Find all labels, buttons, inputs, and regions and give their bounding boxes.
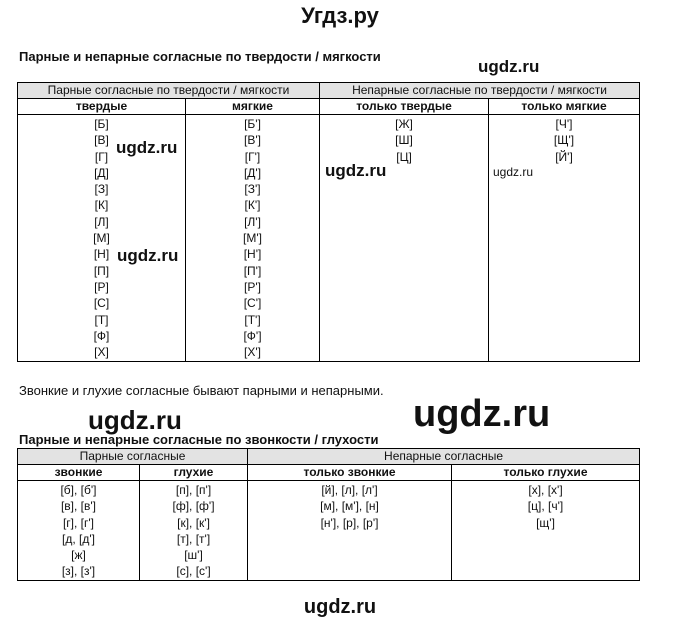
voicing-table [17, 448, 640, 581]
soft-consonant: [З'] [244, 182, 261, 197]
only-soft-consonant: [Ч'] [555, 117, 573, 131]
voiced-column [18, 481, 140, 581]
watermark: ugdz.ru [478, 57, 540, 76]
group-unpaired-voicing: Непарные согласные [248, 449, 640, 465]
header-hard: твердые [18, 99, 186, 115]
hard-consonant: [М] [93, 231, 110, 246]
note-text: Звонкие и глухие согласные бывают парными и непарными. [19, 383, 384, 398]
soft-consonant: [Г'] [244, 149, 261, 164]
watermark: ugdz.ru [493, 165, 534, 179]
only-voiceless-consonant: [х], [х'] [528, 483, 563, 497]
voiceless-consonant: [с], [с'] [176, 564, 211, 579]
watermark: ugdz.ru [117, 246, 179, 265]
hard-consonant: [К] [94, 198, 109, 213]
voiceless-column [140, 481, 248, 581]
header-soft: мягкие [186, 99, 320, 115]
header-voiceless: глухие [140, 465, 248, 481]
only-soft-column [489, 115, 640, 362]
hard-consonant: [Ф] [93, 328, 110, 343]
soft-consonant: [Б'] [244, 117, 261, 131]
header-only-hard: только твердые [320, 99, 489, 115]
soft-consonant: [С'] [243, 296, 262, 311]
footer-site: ugdz.ru [303, 596, 377, 618]
only-voiced-consonant: [н'], [р], [р'] [320, 515, 379, 530]
header-only-voiceless: только глухие [452, 465, 640, 481]
soft-consonant: [Ф'] [243, 328, 262, 343]
only-soft-consonant: [Щ'] [553, 133, 575, 148]
voiceless-consonant: [к], [к'] [177, 515, 210, 530]
only-voiceless-column [452, 481, 640, 581]
hard-consonant: [З] [94, 182, 109, 197]
hard-consonant: [Л] [94, 214, 109, 229]
soft-consonant: [Р'] [244, 279, 261, 294]
voiceless-consonant: [т], [т'] [176, 531, 211, 546]
hard-consonant: [С] [93, 296, 110, 311]
hard-consonant: [П] [93, 263, 110, 278]
only-voiceless-consonant: [ц], [ч'] [527, 499, 564, 514]
voiced-consonant: [з], [з'] [61, 564, 96, 579]
only-voiced-consonant: [й], [л], [л'] [321, 483, 378, 497]
header-voiced: звонкие [18, 465, 140, 481]
watermark: ugdz.ru [88, 405, 182, 435]
soft-consonant: [Х'] [244, 345, 261, 360]
voiced-consonant: [д, [д'] [62, 531, 95, 546]
hard-consonant: [Х] [94, 345, 109, 360]
only-voiceless-consonant: [щ'] [536, 515, 555, 530]
group-unpaired-hardness: Непарные согласные по твердости / мягкости [320, 83, 640, 99]
hard-consonant: [Б] [94, 117, 109, 131]
voiceless-consonant: [ш'] [184, 548, 203, 563]
hard-consonant: [В] [94, 133, 109, 148]
section1-title: Парные и непарные согласные по твердости / мягкости [19, 49, 381, 64]
soft-column [186, 115, 320, 362]
voiced-consonant: [г], [г'] [62, 515, 95, 530]
watermark: ugdz.ru [116, 138, 178, 157]
hard-consonant: [Т] [94, 312, 109, 327]
section2-title: Парные и непарные согласные по звонкости / глухости [19, 432, 379, 447]
header-only-soft: только мягкие [489, 99, 640, 115]
site-title: Угдз.ру [301, 3, 379, 28]
watermark: ugdz.ru [413, 393, 551, 435]
only-hard-consonant: [Ж] [395, 117, 413, 131]
hard-consonant: [Н] [93, 247, 110, 262]
voiced-consonant: [б], [б'] [60, 483, 97, 497]
hard-consonant: [Р] [94, 279, 109, 294]
soft-consonant: [Д'] [243, 165, 262, 180]
only-hard-column [320, 115, 489, 362]
soft-consonant: [К'] [244, 198, 261, 213]
only-hard-consonant: [Ц] [396, 149, 412, 164]
header-only-voiced: только звонкие [248, 465, 452, 481]
voiceless-consonant: [ф], [ф'] [172, 499, 215, 514]
voiced-consonant: [ж] [71, 548, 86, 563]
hard-consonant: [Д] [94, 165, 109, 180]
only-hard-consonant: [Ш] [395, 133, 413, 148]
only-voiced-consonant: [м], [м'], [н] [320, 499, 379, 514]
watermark: ugdz.ru [325, 161, 387, 180]
soft-consonant: [П'] [243, 263, 262, 278]
group-paired-voicing: Парные согласные [18, 449, 248, 465]
only-soft-consonant: [Й'] [555, 149, 573, 164]
hardness-table [17, 82, 640, 362]
only-voiced-column [248, 481, 452, 581]
soft-consonant: [Т'] [244, 312, 261, 327]
soft-consonant: [В'] [244, 133, 261, 148]
group-paired-hardness: Парные согласные по твердости / мягкости [18, 83, 320, 99]
voiceless-consonant: [п], [п'] [175, 483, 212, 497]
soft-consonant: [Л'] [244, 214, 261, 229]
voiced-consonant: [в], [в'] [60, 499, 97, 514]
soft-consonant: [Н'] [243, 247, 262, 262]
soft-consonant: [М'] [243, 231, 262, 246]
hard-consonant: [Г] [94, 149, 109, 164]
